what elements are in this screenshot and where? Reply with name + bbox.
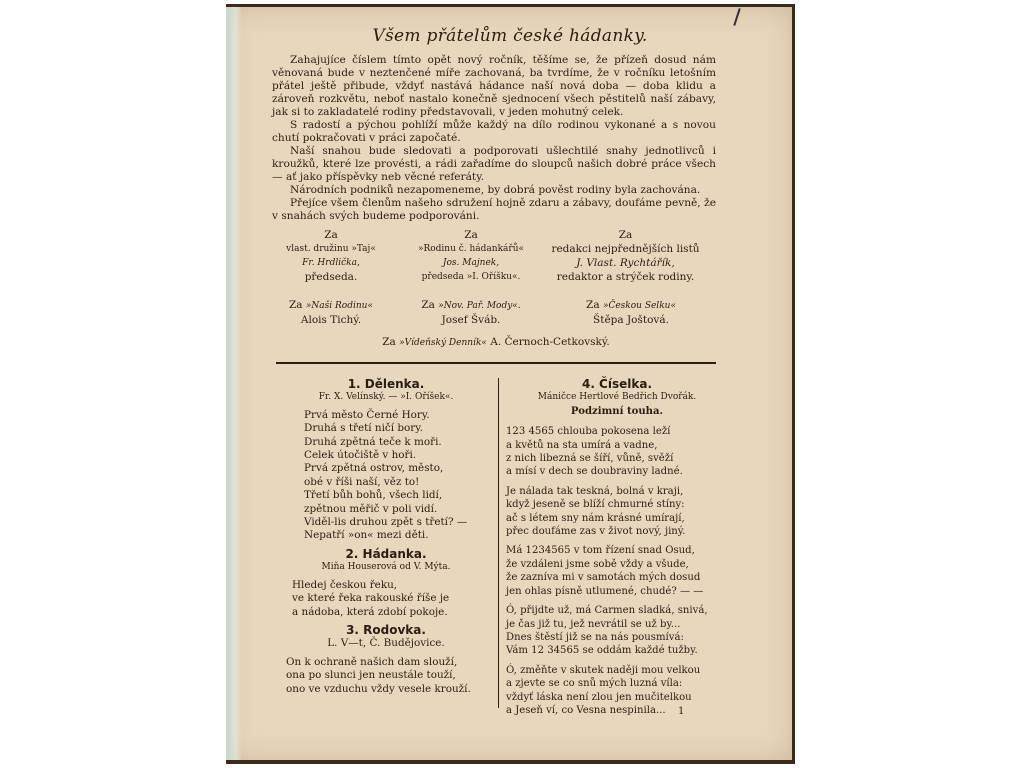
left-column	[282, 378, 490, 696]
puzzle-heading: 1. Dělenka.	[347, 377, 425, 391]
signature-block: Za »Naši Rodinu« Alois Tichý.	[289, 299, 373, 326]
puzzle-text: 123 4565 chlouba pokosena leží a květů na sta umírá a vadne, z nich libezná se šíří, vůně, svěží a mísí v dech se doubraviny ladné. Je nálada tak teskná, bolná v kraji, když jeseně se blíží chmurné stíny: ač s létem sny nám krásné umírají, přec doufáme zas v život nový, jiný. Má 1234565 v tom řízení snad Osud, že vzdáleni jsme sobě vždy a všude, že zazníva mi v samotách mých dosud jen ohlas písně utlumené, chudé? — — Ó, přijdte už, má Carmen sladká, snivá, je čas již tu, jež nevrátil se už by... Dnes štěstí již se na nás pousmívá: Vám 12 34565 se oddám každé tužby. Ó, změňte v skutek naději mou velkou a zjevte se co snů mých luzná víla: vždyť láska není zlou jen mučitelkou a Jeseň ví, co Vesna nespinila...	[506, 426, 708, 716]
intro-paragraph: Naší snahou bude sledovati a podporovati ušlechtilé snahy jednotlivců i kroužků, které lze provésti, a rádi zařadíme do sloupců našich dobré práce všech — ať jako příspěvky neb věcné referáty.	[272, 145, 716, 183]
intro-text	[272, 54, 716, 223]
signature-block: Za »Vídeňský Denník« A. Černoch-Cetkovský.	[382, 336, 610, 348]
signature-block: Za »Českou Selku« Štěpa Joštová.	[586, 299, 676, 326]
page-number: 1	[678, 706, 685, 717]
cover-edge	[226, 4, 794, 7]
page-title: Všem přátelům české hádanky.	[372, 26, 648, 46]
intro-paragraph: Zahajujíce číslem tímto opět nový ročník, těšíme se, že přízeň dosud nám věnovaná bude v neztenčené míře zachovaná, ba tvrdíme, že v ročníku letošním přátel ještě přibude, vždyť nastává hádance naší nová doba — doba klidu a zároveň rozkvětu, neboť nastalo konečně sjednocení všech pěstitelů naší zábavy, jak si to zakladatelé rodiny představovali, v jeden mohutný celek.	[272, 54, 716, 118]
puzzle-subtitle: Podzimní touha.	[570, 405, 664, 417]
signature-block: Za »Rodinu č. hádankářů« Jos. Majnek, předseda »I. Oříšku«.	[417, 229, 525, 282]
column-divider	[498, 378, 499, 708]
puzzle-author: L. V—t, Č. Budějovice.	[327, 637, 445, 650]
page	[226, 6, 794, 762]
signature-block: Za vlast. družinu »Taj« Fr. Hrdlička, předseda.	[286, 229, 376, 283]
puzzle-author: Miňa Houserová od V. Mýta.	[321, 562, 451, 573]
intro-paragraph: S radostí a pýchou pohlíží může každý na dílo rodinou vykonané a s novou chutí pokračovati v práci započaté.	[272, 119, 716, 144]
intro-paragraph: Národních podniků nezapomeneme, by dobrá pověst rodiny byla zachována.	[290, 184, 701, 196]
signature-block: Za redakci nejpřednějších listů J. Vlast. Rychtářík, redaktor a strýček rodiny.	[551, 229, 700, 283]
puzzle-text: Hledej českou řeku, ve které řeka rakouské říše je a nádoba, která zdobí pokoje.	[292, 578, 450, 618]
puzzle-heading: 4. Číselka.	[581, 377, 653, 391]
binding-spine	[226, 6, 242, 762]
divider	[276, 362, 716, 364]
puzzle-author: Fr. X. Velínský. — »I. Oříšek«.	[318, 392, 454, 403]
cover-edge	[792, 4, 795, 764]
intro-paragraph: Přejíce všem členům našeho sdružení hojně zdaru a zábavy, doufáme pevně, že v snahách svých budeme podporováni.	[272, 197, 716, 222]
puzzle-heading: 2. Hádanka.	[345, 546, 427, 561]
puzzle-dedication: Máničce Hertlové Bedřich Dvořák.	[537, 392, 697, 403]
puzzle-text: Prvá město Černé Hory. Druhá s třetí ničí bory. Druhá zpětná teče k moři. Celek útočiště v hoři. Prvá zpětná ostrov, město, obé v říši naší, věz to! Třetí bůh bohů, všech lidí, zpětnou měřič v poli vidí. Viděl-lis druhou zpět s třetí? — Nepatří »on« mezi děti.	[304, 408, 468, 542]
puzzle-text: On k ochraně našich dam slouží, ona po slunci jen neustále touží, ono ve vzduchu vždy vesele krouží.	[286, 655, 471, 695]
signature-block: Za »Nov. Pař. Mody«. Josef Šváb.	[421, 299, 521, 326]
right-column	[506, 378, 728, 717]
puzzle-heading: 3. Rodovka.	[346, 622, 426, 637]
cover-edge	[226, 760, 794, 764]
